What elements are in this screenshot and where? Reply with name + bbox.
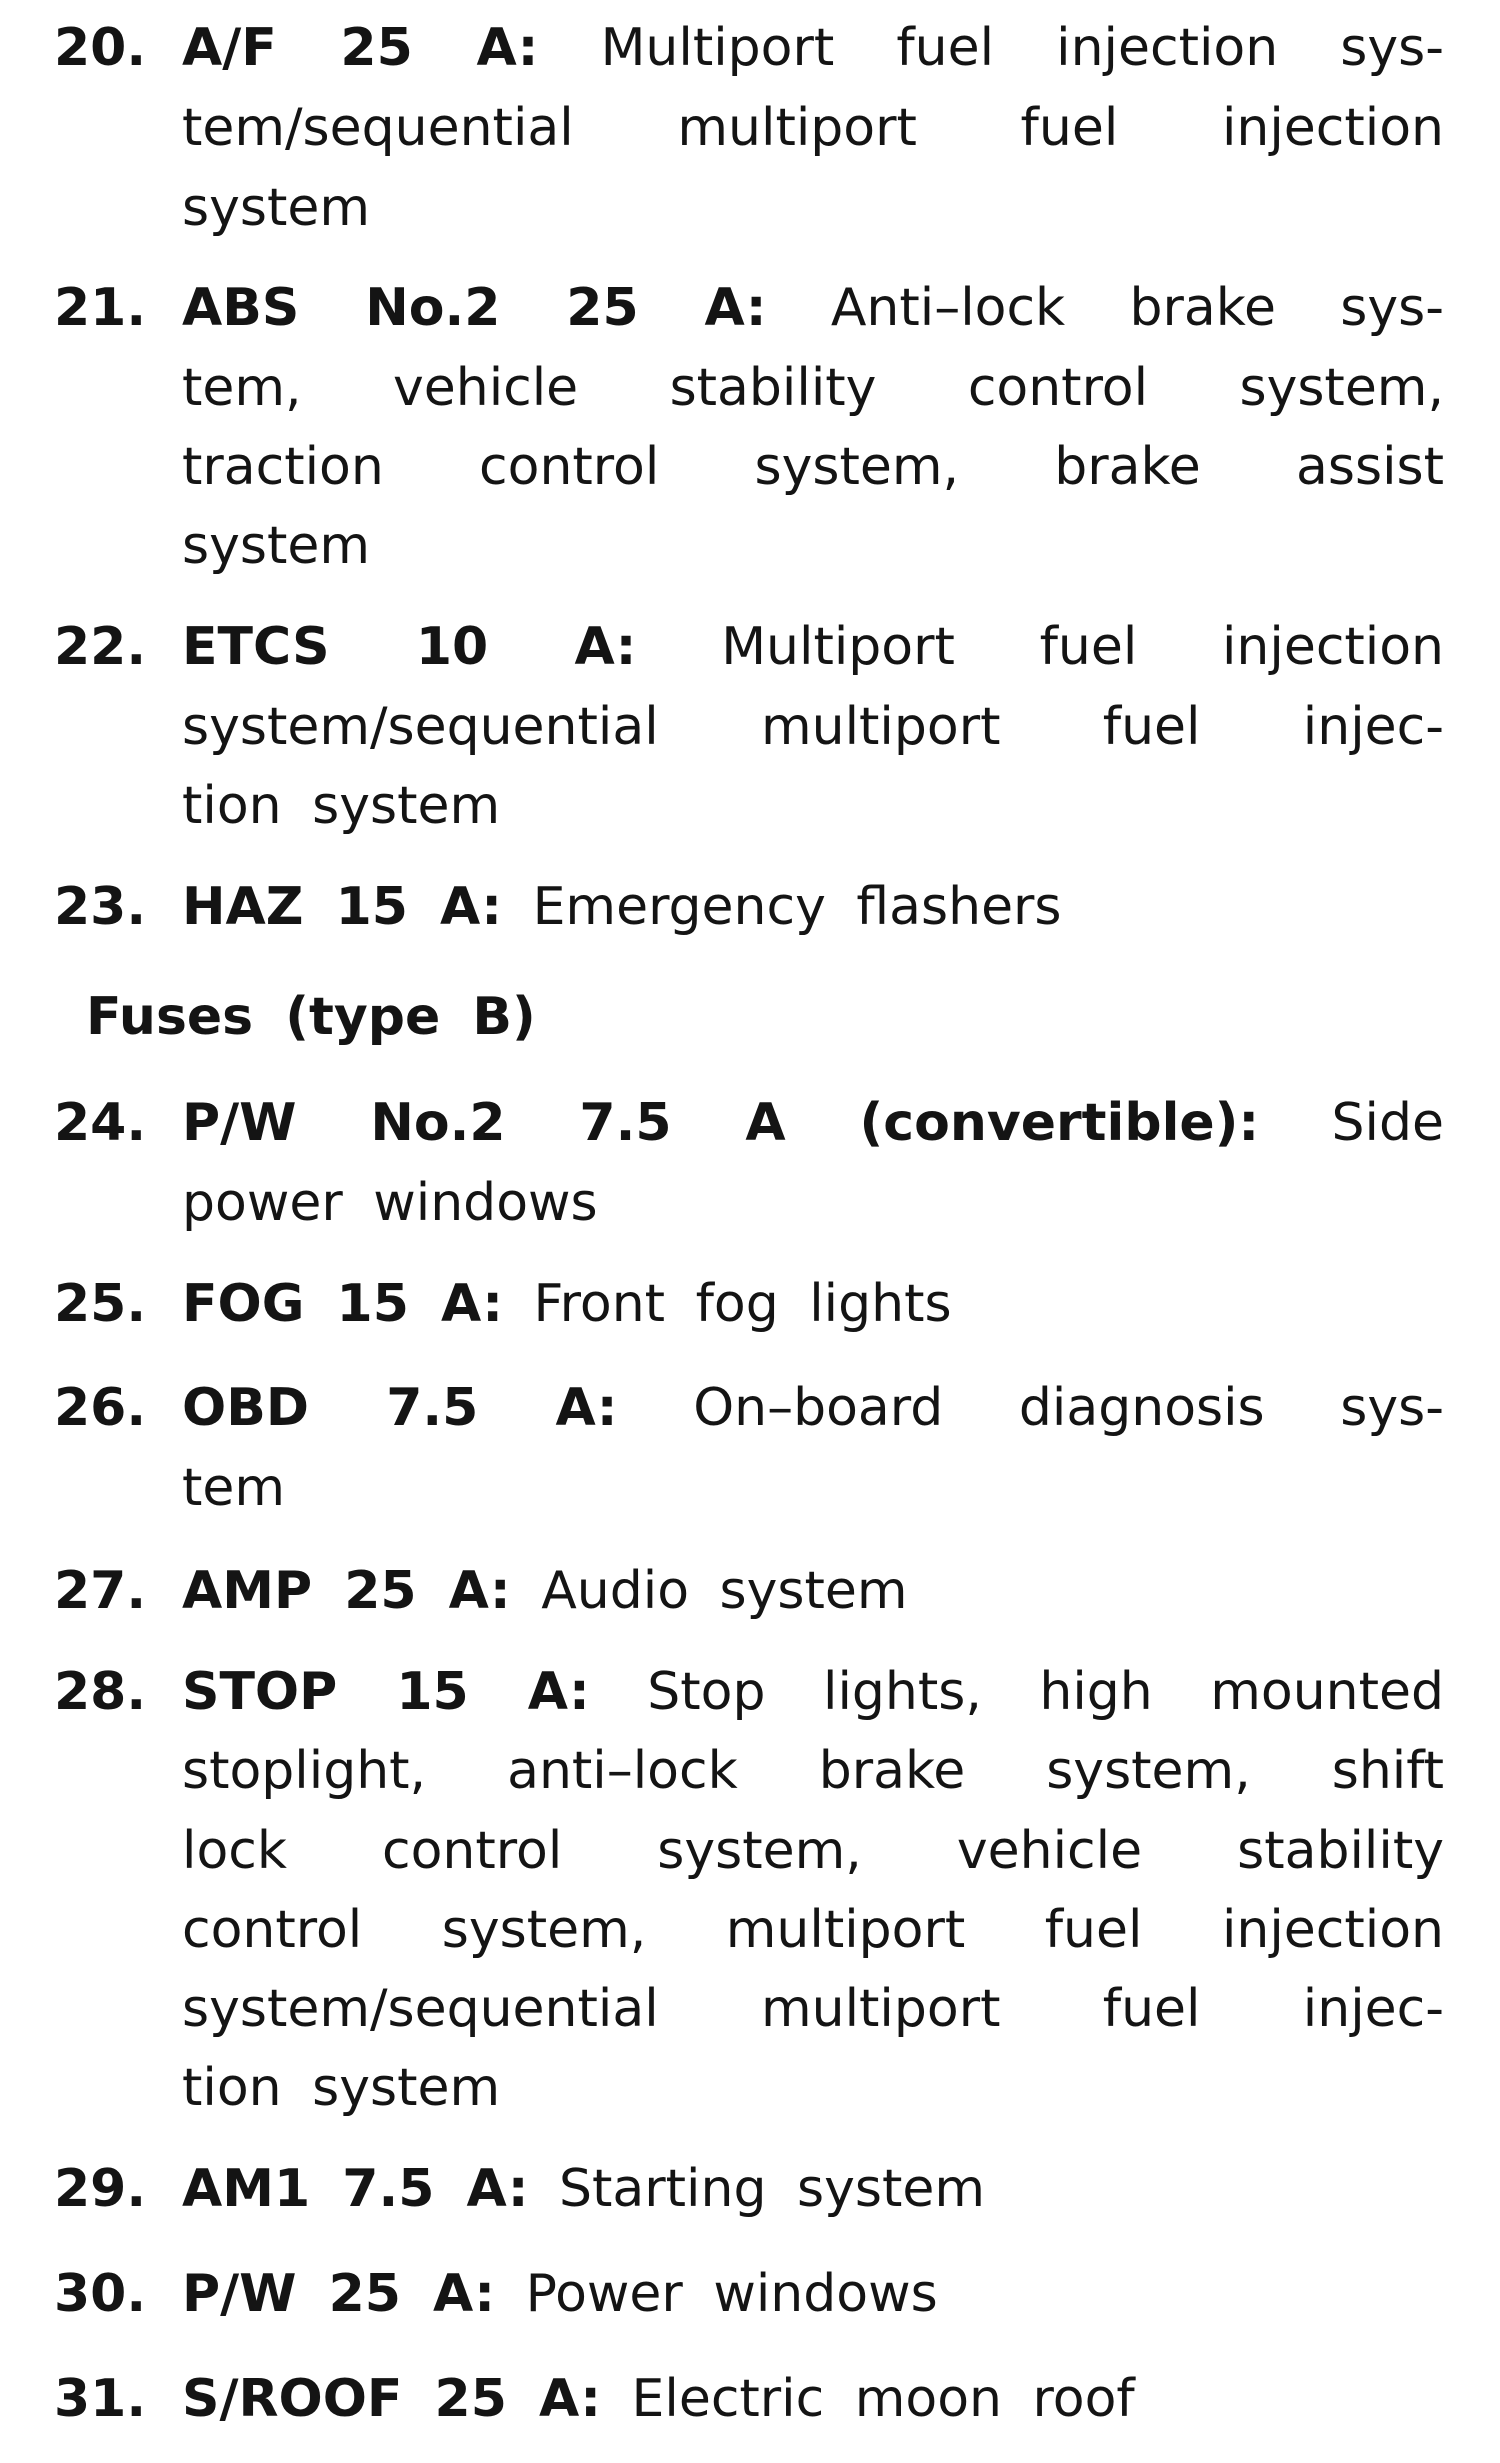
- fuse-line: lock control system, vehicle stability: [182, 1821, 1444, 1881]
- fuse-line: system/sequential multiport fuel injec-: [182, 1979, 1444, 2039]
- fuse-line: AMP 25 A: Audio system: [182, 1561, 908, 1621]
- fuse-line: ABS No.2 25 A: Anti–lock brake sys-: [182, 278, 1444, 338]
- fuse-number: 24.: [54, 1093, 147, 1153]
- fuse-line: P/W 25 A: Power windows: [182, 2264, 938, 2324]
- fuse-line: HAZ 15 A: Emergency flashers: [182, 877, 1062, 937]
- fuse-line: FOG 15 A: Front fog lights: [182, 1274, 952, 1334]
- fuse-line: STOP 15 A: Stop lights, high mounted: [182, 1662, 1445, 1722]
- fuse-line: control system, multiport fuel injection: [182, 1900, 1444, 1960]
- fuse-code: ABS No.2 25 A:: [182, 278, 767, 338]
- fuse-number: 27.: [54, 1561, 147, 1621]
- fuse-code: P/W No.2 7.5 A (convertible):: [182, 1093, 1260, 1153]
- fuse-code: A/F 25 A:: [182, 18, 539, 78]
- fuse-line: system/sequential multiport fuel injec-: [182, 697, 1444, 757]
- fuse-code: STOP 15 A:: [182, 1662, 590, 1722]
- fuse-line: system: [182, 178, 370, 238]
- fuse-line: S/ROOF 25 A: Electric moon roof: [182, 2369, 1135, 2429]
- fuse-line: tem, vehicle stability control system,: [182, 358, 1444, 418]
- fuse-code: S/ROOF 25 A:: [182, 2369, 601, 2429]
- fuse-line: tem: [182, 1458, 286, 1518]
- fuse-number: 21.: [54, 278, 147, 338]
- fuse-line: power windows: [182, 1173, 598, 1233]
- fuse-line: A/F 25 A: Multiport fuel injection sys-: [182, 18, 1444, 78]
- fuse-line: traction control system, brake assist: [182, 437, 1444, 497]
- fuse-line: tem/sequential multiport fuel injection: [182, 98, 1444, 158]
- fuse-code: OBD 7.5 A:: [182, 1378, 618, 1438]
- fuse-number: 28.: [54, 1662, 147, 1722]
- section-heading: Fuses (type B): [86, 987, 536, 1047]
- fuse-line: tion system: [182, 776, 501, 836]
- fuse-number: 22.: [54, 617, 147, 677]
- fuse-line: AM1 7.5 A: Starting system: [182, 2159, 985, 2219]
- fuse-code: AMP 25 A:: [182, 1561, 511, 1621]
- fuse-code: ETCS 10 A:: [182, 617, 637, 677]
- fuse-line: tion system: [182, 2058, 501, 2118]
- fuse-number: 23.: [54, 877, 147, 937]
- fuse-number: 26.: [54, 1378, 147, 1438]
- fuse-code: FOG 15 A:: [182, 1274, 503, 1334]
- fuse-code: P/W 25 A:: [182, 2264, 496, 2324]
- fuse-number: 20.: [54, 18, 147, 78]
- fuse-number: 31.: [54, 2369, 147, 2429]
- fuse-number: 30.: [54, 2264, 147, 2324]
- fuse-code: AM1 7.5 A:: [182, 2159, 529, 2219]
- fuse-number: 25.: [54, 1274, 147, 1334]
- fuse-line: ETCS 10 A: Multiport fuel injection: [182, 617, 1445, 677]
- fuse-line: P/W No.2 7.5 A (convertible): Side: [182, 1093, 1444, 1153]
- fuse-code: HAZ 15 A:: [182, 877, 503, 937]
- fuse-number: 29.: [54, 2159, 147, 2219]
- fuse-line: OBD 7.5 A: On–board diagnosis sys-: [182, 1378, 1445, 1438]
- fuse-line: stoplight, anti–lock brake system, shift: [182, 1741, 1444, 1801]
- fuse-line: system: [182, 516, 370, 576]
